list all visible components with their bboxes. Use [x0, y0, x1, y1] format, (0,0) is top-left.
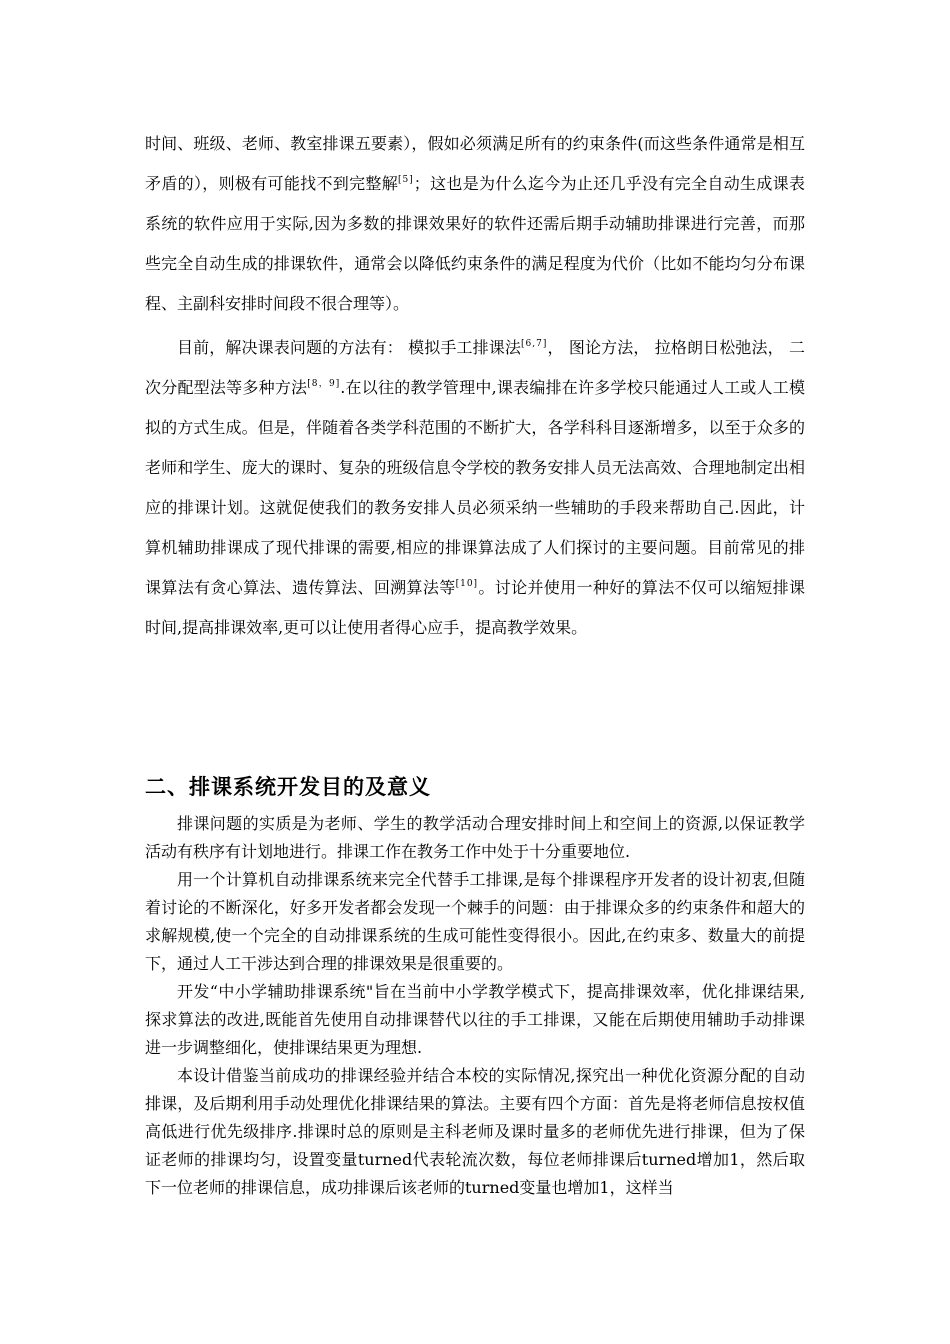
paragraph-text: 目前，解决课表问题的方法有： 模拟手工排课法: [177, 338, 521, 357]
paragraph-constraints: [145, 124, 805, 324]
citation-ref: [10]: [455, 579, 479, 589]
citation-ref: [6,7]: [521, 339, 548, 349]
paragraph-text: 。讨论并使用一种好的算法不仅可以缩短排课时间,提高排课效率,更可以让使用者得心应手，提高教学效果。: [145, 578, 805, 637]
paragraph-text: ， 图论方法， 拉格朗日松弛法， 二次分配型法等多种方法: [145, 338, 805, 397]
purpose-section: [145, 810, 805, 1202]
intro-section: [145, 124, 805, 648]
paragraph-methods: [145, 328, 805, 648]
paragraph-automatic: 用一个计算机自动排课系统来完全代替手工排课,是每个排课程序开发者的设计初衷,但随着讨论的不断深化，好多开发者都会发现一个棘手的问题：由于排课众多的约束条件和超大的求解规模,使一个完全的自动排课系统的生成可能性变得很小。因此,在约束多、数量大的前提下，通过人工干涉达到合理的排课效果是很重要的。: [145, 870, 805, 973]
paragraph-design: 本设计借鉴当前成功的排课经验并结合本校的实际情况,探究出一种优化资源分配的自动排课，及后期利用手动处理优化排课结果的算法。主要有四个方面：首先是将老师信息按权值高低进行优先级排序.排课时总的原则是主科老师及课时量多的老师优先进行排课，但为了保证老师的排课均匀，设置变量turned代表轮流次数，每位老师排课后turned增加1，然后取下一位老师的排课信息，成功排课后该老师的turned变量也增加1，这样当: [145, 1066, 805, 1197]
paragraph-essence: 排课问题的实质是为老师、学生的教学活动合理安排时间上和空间上的资源,以保证教学活动有秩序有计划地进行。排课工作在教务工作中处于十分重要地位.: [145, 814, 805, 861]
paragraph-text: ；这也是为什么迄今为止还几乎没有完全自动生成课表系统的软件应用于实际,因为多数的排课效果好的软件还需后期手动辅助排课进行完善，而那些完全自动生成的排课软件，通常会以降低约束条件的满足程度为代价（比如不能均匀分布课程、主副科安排时间段不很合理等）。: [145, 174, 805, 313]
paragraph-text: 时间、班级、老师、教室排课五要素），假如必须满足所有的约束条件(而这些条件通常是相互矛盾的），则极有可能找不到完整解: [145, 134, 805, 193]
section-heading: 二、排课系统开发目的及意义: [145, 775, 431, 799]
paragraph-text: .在以往的教学管理中,课表编排在许多学校只能通过人工或人工模拟的方式生成。但是，伴随着各类学科范围的不断扩大，各学科科目逐渐增多，以至于众多的老师和学生、庞大的课时、复杂的班级信息令学校的教务安排人员无法高效、合理地制定出相应的排课计划。这就促使我们的教务安排人员必须采纳一些辅助的手段来帮助自己.因此，计算机辅助排课成了现代排课的需要,相应的排课算法成了人们探讨的主要问题。目前常见的排课算法有贪心算法、遗传算法、回溯算法等: [145, 378, 805, 597]
citation-ref: [5]: [398, 175, 414, 185]
citation-ref: [8，9]: [307, 379, 341, 389]
paragraph-development: 开发“中小学辅助排课系统"旨在当前中小学教学模式下，提高排课效率，优化排课结果,探求算法的改进,既能首先使用自动排课替代以往的手工排课，又能在后期使用辅助手动排课进一步调整细化，使排课结果更为理想.: [145, 982, 805, 1057]
